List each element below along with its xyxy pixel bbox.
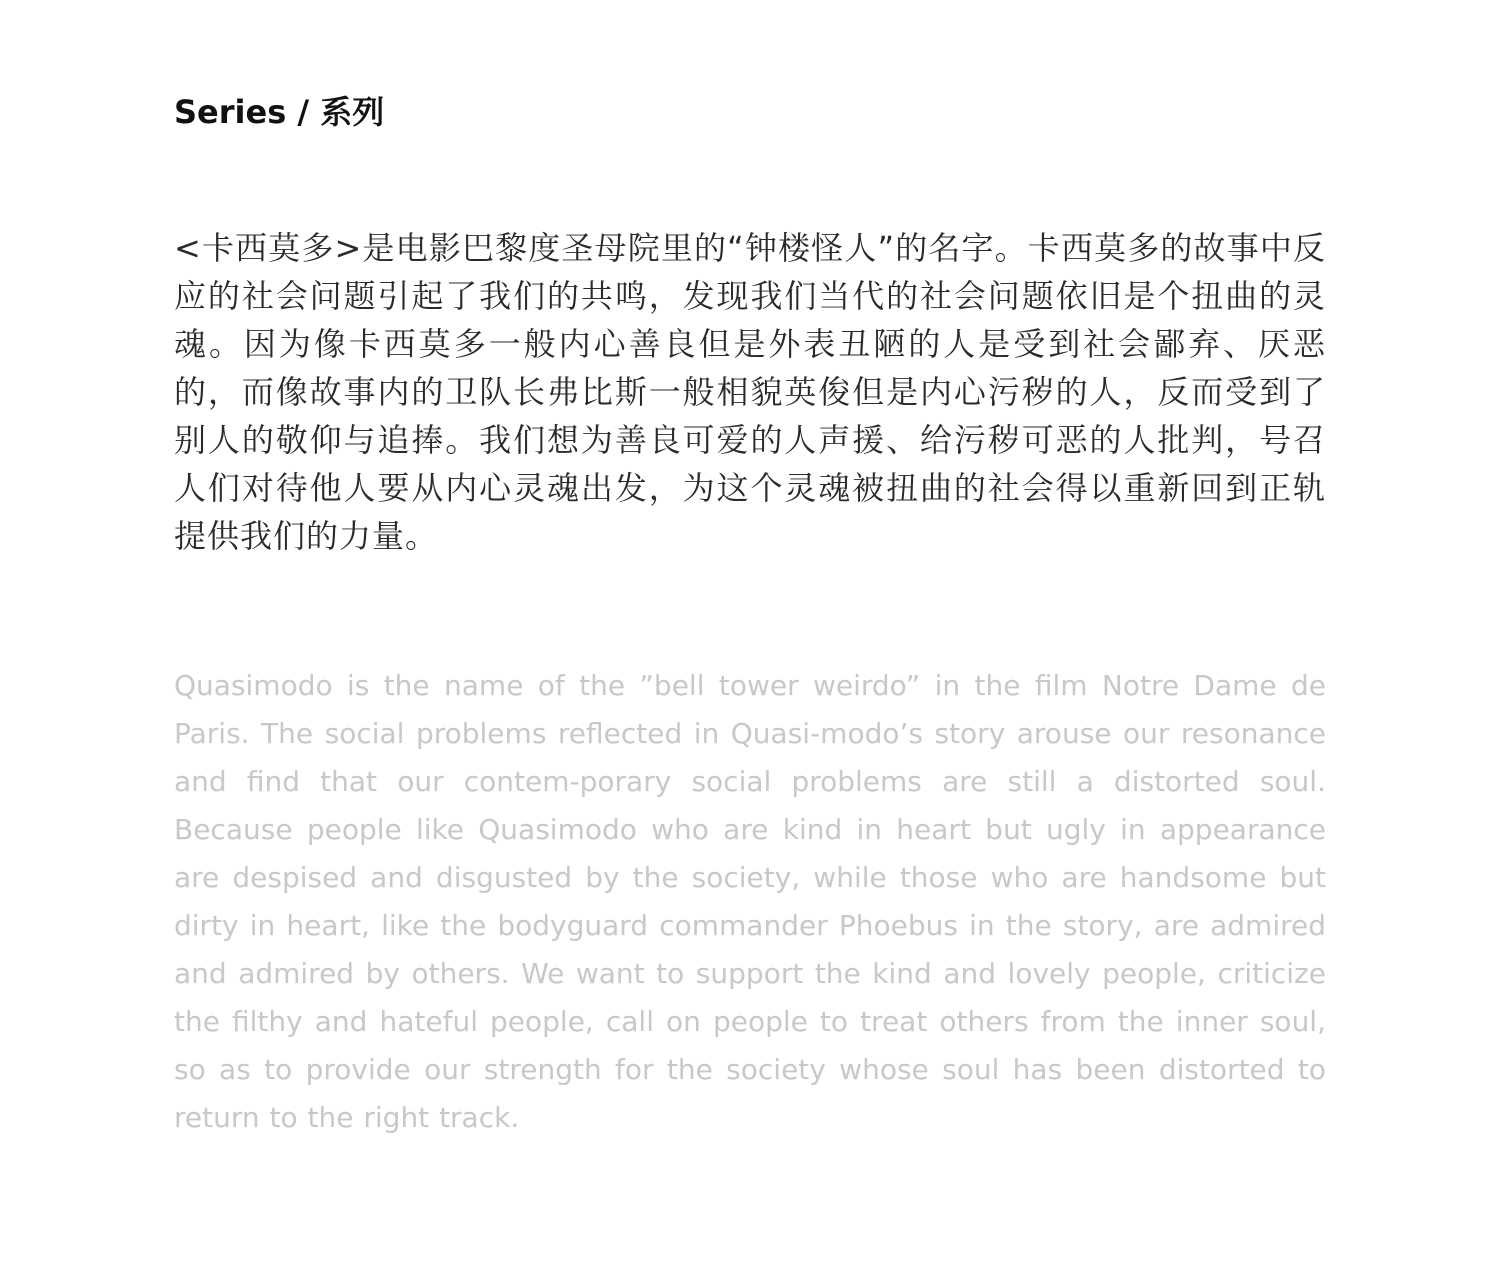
section-title: Series / 系列 <box>174 93 385 131</box>
chinese-description-paragraph: <卡西莫多>是电影巴黎度圣母院里的“钟楼怪人”的名字。卡西莫多的故事中反应的社会问题引起了我们的共鸣，发现我们当代的社会问题依旧是个扭曲的灵魂。因为像卡西莫多一般内心善良但是外表丑陋的人是受到社会鄙弃、厌恶的，而像故事内的卫队长弗比斯一般相貌英俊但是内心污秽的人，反而受到了别人的敬仰与追捧。我们想为善良可爱的人声援、给污秽可恶的人批判，号召人们对待他人要从内心灵魂出发，为这个灵魂被扭曲的社会得以重新回到正轨提供我们的力量。 <box>174 229 1326 555</box>
english-description-paragraph: Quasimodo is the name of the ”bell tower weirdo” in the film Notre Dame de Paris. The social problems reflected in Quasi-modo’s story arouse our resonance and find that our contem-porary social problems are still a distorted soul. Because people like Quasimodo who are kind in heart but ugly in appearance are despised and disgusted by the society, while those who are handsome but dirty in heart, like the bodyguard commander Phoebus in the story, are admired and admired by others. We want to support the kind and lovely people, criticize the filthy and hateful people, call on people to treat others from the inner soul, so as to provide our strength for the society whose soul has been distorted to return to the right track. <box>174 669 1326 1134</box>
